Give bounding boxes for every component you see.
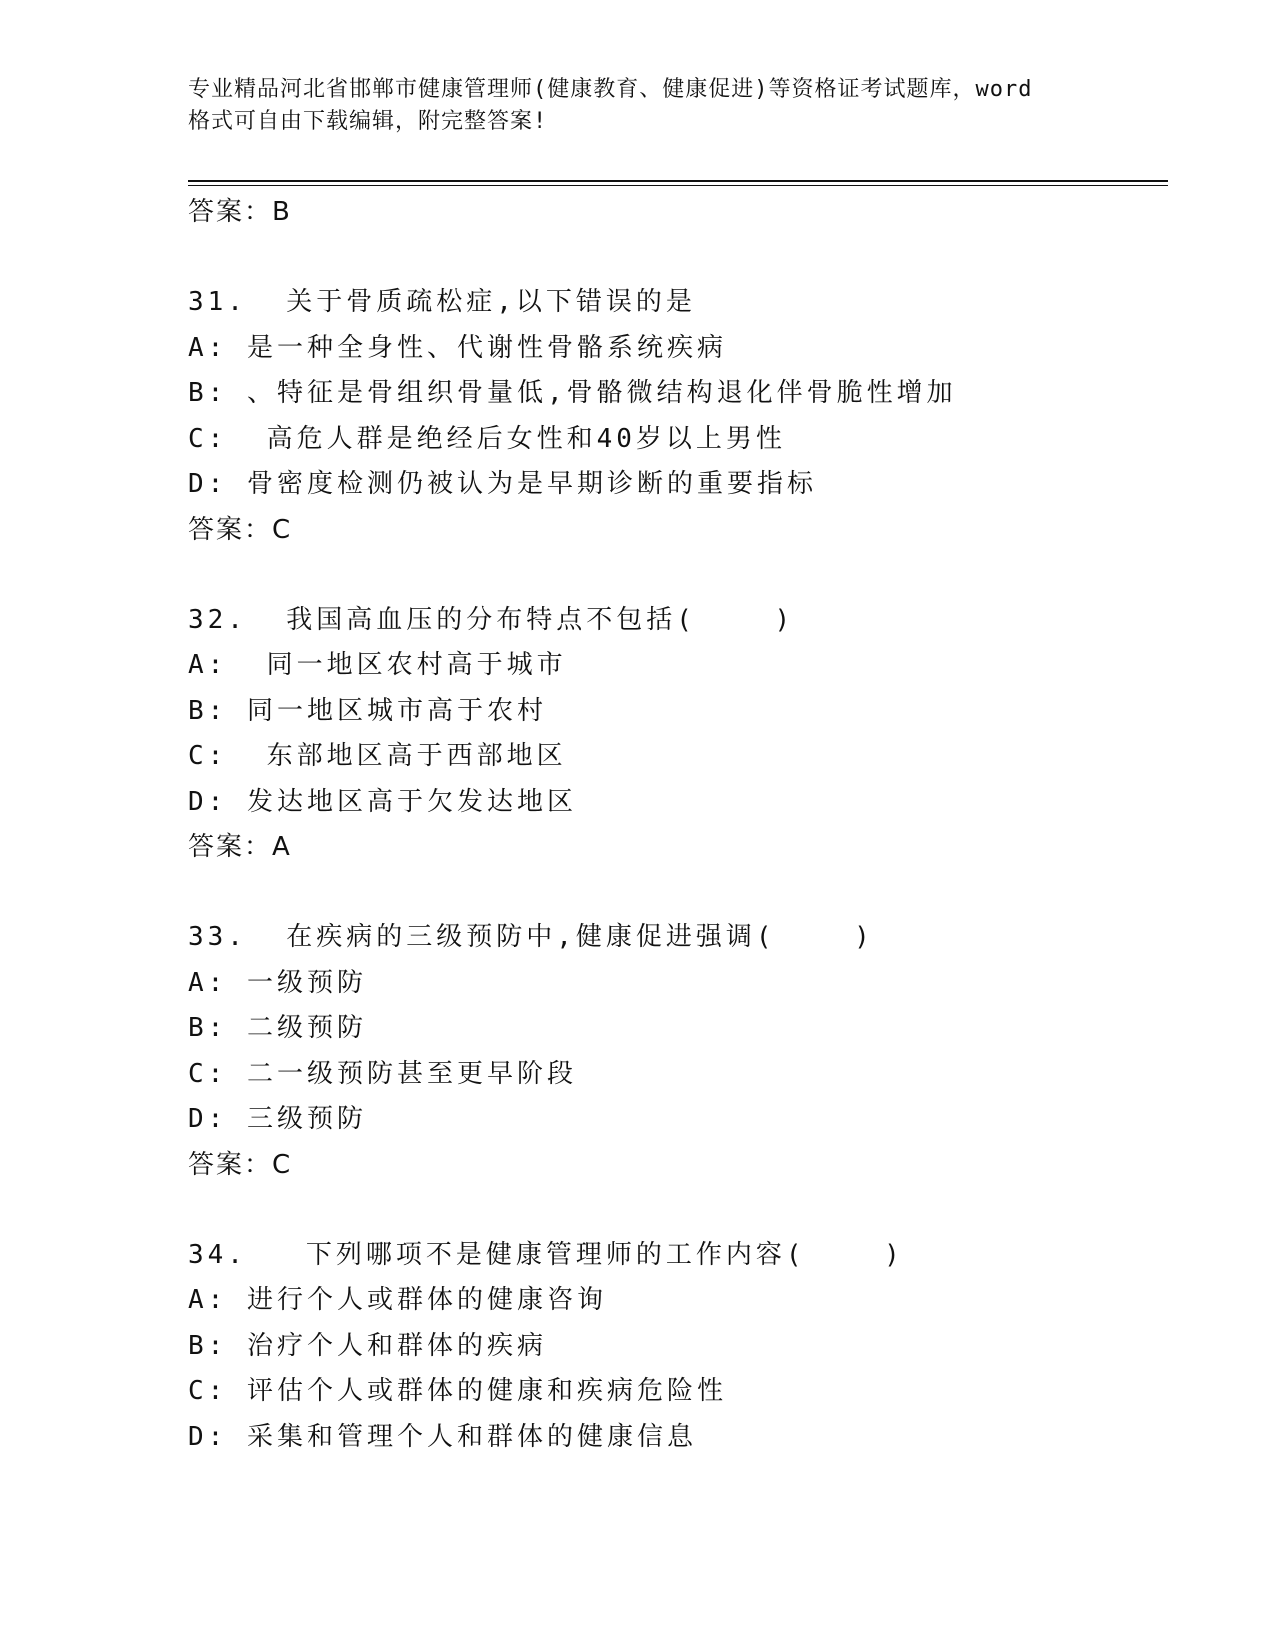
question-block-33 bbox=[188, 915, 1148, 1187]
option-c: C: 二一级预防甚至更早阶段 bbox=[188, 1058, 577, 1089]
answer-line: 答案：C bbox=[188, 1149, 293, 1180]
question-text: 32. 我国高血压的分布特点不包括( ) bbox=[188, 604, 795, 635]
option-c: C: 东部地区高于西部地区 bbox=[188, 741, 567, 771]
option-b: B: 、特征是骨组织骨量低,骨骼微结构退化伴骨脆性增加 bbox=[188, 378, 957, 408]
option-b: B: 治疗个人和群体的疾病 bbox=[188, 1330, 547, 1361]
header-divider-thin bbox=[188, 185, 1168, 186]
previous-answer: 答案：B bbox=[188, 197, 292, 227]
header-divider-thick bbox=[188, 180, 1168, 182]
question-text: 33. 在疾病的三级预防中,健康促进强调( ) bbox=[188, 922, 874, 952]
option-d: D: 发达地区高于欠发达地区 bbox=[188, 786, 577, 817]
answer-line: 答案：A bbox=[188, 832, 292, 862]
option-a: A: 同一地区农村高于城市 bbox=[188, 650, 567, 680]
question-block-31 bbox=[188, 280, 1148, 552]
header-line-2: 格式可自由下载编辑，附完整答案! bbox=[188, 109, 548, 134]
option-a: A: 进行个人或群体的健康咨询 bbox=[188, 1285, 607, 1315]
option-a: A: 一级预防 bbox=[188, 967, 367, 998]
option-c: C: 评估个人或群体的健康和疾病危险性 bbox=[188, 1376, 727, 1406]
question-block-32 bbox=[188, 598, 1148, 870]
document-header bbox=[188, 74, 1118, 138]
option-d: D: 采集和管理个人和群体的健康信息 bbox=[188, 1421, 697, 1452]
option-a: A: 是一种全身性、代谢性骨骼系统疾病 bbox=[188, 332, 727, 363]
question-text: 34. 下列哪项不是健康管理师的工作内容( ) bbox=[188, 1239, 904, 1270]
header-line-1: 专业精品河北省邯郸市健康管理师(健康教育、健康促进)等资格证考试题库，word bbox=[188, 77, 1033, 102]
option-d: D: 三级预防 bbox=[188, 1104, 367, 1134]
option-d: D: 骨密度检测仍被认为是早期诊断的重要指标 bbox=[188, 469, 817, 499]
option-b: B: 同一地区城市高于农村 bbox=[188, 695, 547, 726]
option-b: B: 二级预防 bbox=[188, 1013, 367, 1043]
option-c: C: 高危人群是绝经后女性和40岁以上男性 bbox=[188, 423, 786, 454]
answer-line: 答案：C bbox=[188, 514, 293, 545]
question-block-34 bbox=[188, 1233, 1148, 1461]
question-list bbox=[188, 190, 1148, 1460]
question-text: 31. 关于骨质疏松症,以下错误的是 bbox=[188, 287, 696, 317]
